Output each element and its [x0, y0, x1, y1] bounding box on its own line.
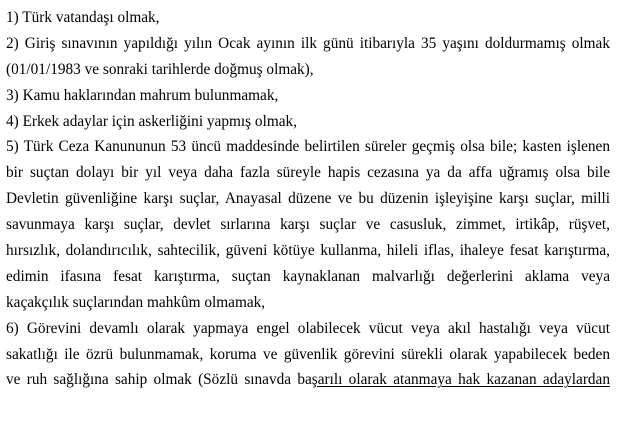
last-line-plain-text: ve ruh sağlığına sahip olmak (Sözlü sınavda ba: [6, 371, 312, 389]
document-line: (01/01/1983 ve sonraki tarihlerde doğmuş olmak),: [6, 60, 314, 78]
document-line: sakatlığı ile özrü bulunmamak, koruma ve güvenlik görevini sürekli olarak yapabilecek beden: [6, 345, 610, 363]
document-line: 2) Giriş sınavının yapıldığı yılın Ocak ayının ilk günü itibarıyla 35 yaşını doldurmamış olmak: [6, 34, 610, 52]
paragraph-lines: [6, 5, 610, 367]
document-line: kaçakçılık suçlarından mahkûm olmamak,: [6, 293, 266, 311]
document-line: hırsızlık, dolandırıcılık, sahtecilik, güveni kötüye kullanma, hileli iflas, ihaleye fesat karıştırma,: [6, 242, 610, 260]
document-body: [6, 5, 610, 393]
document-line: savunmaya karşı suçlar, devlet sırlarına karşı suçlar ve casusluk, zimmet, irtikâp, rüşvet,: [6, 216, 610, 234]
document-line: Devletin güvenliğine karşı suçlar, Anayasal düzene ve bu düzenin işleyişine karşı suçlar, milli: [6, 190, 610, 208]
document-line: 1) Türk vatandaşı olmak,: [6, 9, 160, 26]
document-line: 5) Türk Ceza Kanununun 53 üncü maddesinde belirtilen süreler geçmiş olsa bile; kasten işlenen: [6, 138, 610, 156]
document-line: 3) Kamu haklarından mahrum bulunmamak,: [6, 86, 279, 104]
document-line: edimin ifasına fesat karıştırma, suçtan kaynaklanan malvarlığı değerlerini aklama veya: [6, 267, 610, 285]
document-line-last: [6, 367, 610, 393]
document-line: bir suçtan dolayı bir yıl veya daha fazla süreyle hapis cezasına ya da affa uğramış olsa bile: [6, 164, 610, 182]
last-line-underlined-text: şarılı olarak atanmaya hak kazanan adaylardan: [311, 371, 610, 389]
document-line: 6) Görevini devamlı olarak yapmaya engel olabilecek vücut veya akıl hastalığı veya vücut: [6, 319, 610, 337]
document-line: 4) Erkek adaylar için askerliğini yapmış olmak,: [6, 112, 297, 130]
